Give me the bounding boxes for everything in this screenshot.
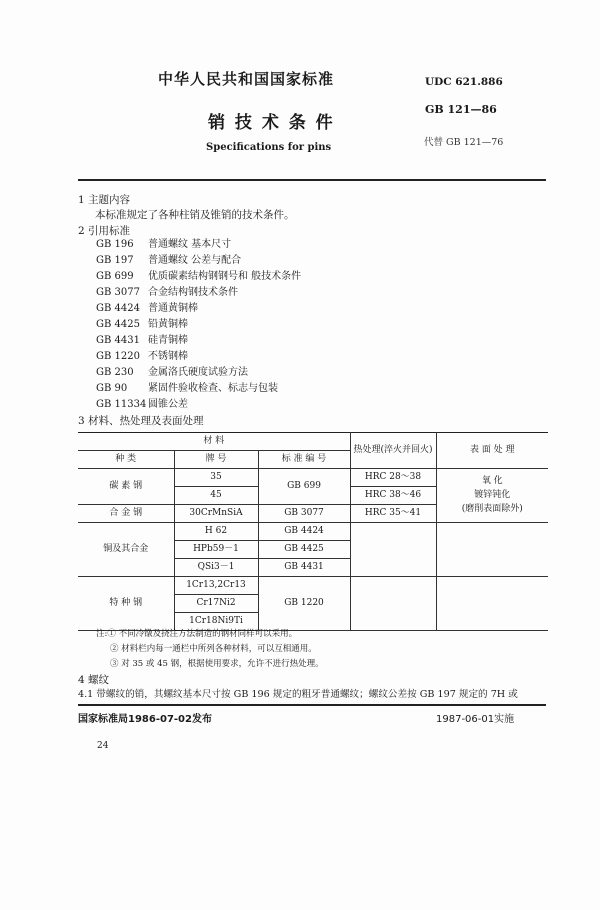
issued-date: 国家标准局1986-07-02发布 bbox=[78, 714, 212, 725]
copper-alloy-cell: 铜及其合金 bbox=[78, 523, 174, 577]
section-1-heading: 1 主题内容 bbox=[78, 194, 131, 206]
grade-cell: H 62 bbox=[174, 523, 258, 541]
surface-treatment-header: 表 面 处 理 bbox=[436, 433, 548, 469]
hardness-cell: HRC 28～38 bbox=[350, 469, 436, 487]
reference-item: GB 197 普通螺纹 公差与配合 bbox=[96, 255, 242, 266]
standard-cell: GB 3077 bbox=[258, 505, 350, 523]
surface-note: (磨削表面除外) bbox=[461, 504, 523, 514]
header-rule bbox=[78, 179, 546, 181]
standard-title: 中华人民共和国国家标准 bbox=[158, 70, 335, 88]
grade-cell: 30CrMnSiA bbox=[174, 505, 258, 523]
reference-item: GB 1220 不锈钢棒 bbox=[96, 351, 188, 362]
grade-cell: 35 bbox=[174, 469, 258, 487]
reference-item: GB 4431 硅青铜棒 bbox=[96, 335, 188, 346]
alloy-steel-cell: 合 金 钢 bbox=[78, 505, 174, 523]
reference-item: GB 4424 普通黄铜棒 bbox=[96, 303, 198, 314]
reference-item: GB 699 优质碳素结构钢钢号和 般技术条件 bbox=[96, 271, 302, 282]
material-header: 材 料 bbox=[78, 433, 350, 451]
hardness-cell-empty bbox=[350, 577, 436, 631]
hardness-cell: HRC 35～41 bbox=[350, 505, 436, 523]
carbon-steel-cell: 碳 素 钢 bbox=[78, 469, 174, 505]
grade-cell: 45 bbox=[174, 487, 258, 505]
reference-item: GB 3077 合金结构钢技术条件 bbox=[96, 287, 238, 298]
page-number: 24 bbox=[97, 741, 109, 751]
section-4-heading: 4 螺纹 bbox=[78, 674, 110, 686]
grade-cell: Cr17Ni2 bbox=[174, 595, 258, 613]
english-title: Specifications for pins bbox=[206, 142, 332, 153]
hardness-cell: HRC 38～46 bbox=[350, 487, 436, 505]
surface-cell-empty bbox=[436, 577, 548, 631]
grade-cell: 1Cr13,2Cr13 bbox=[174, 577, 258, 595]
reference-item: GB 230 金属洛氏硬度试验方法 bbox=[96, 367, 248, 378]
doc-title: 销 技 术 条 件 bbox=[208, 113, 335, 133]
reference-item: GB 4425 铅黄铜棒 bbox=[96, 319, 188, 330]
surface-cell-empty bbox=[436, 523, 548, 577]
special-steel-cell: 特 种 钢 bbox=[78, 577, 174, 631]
surface-treatment-cell bbox=[436, 469, 548, 523]
kind-header: 种 类 bbox=[78, 451, 174, 469]
section-2-heading: 2 引用标准 bbox=[78, 225, 131, 237]
standard-cell: GB 4431 bbox=[258, 559, 350, 577]
standard-cell: GB 4424 bbox=[258, 523, 350, 541]
footer-rule bbox=[78, 704, 546, 706]
section-4-text: 4.1 带螺纹的销，其螺纹基本尺寸按 GB 196 规定的粗牙普通螺纹；螺纹公差按 GB 197 规定的 7H 或 bbox=[78, 689, 518, 700]
hardness-cell-empty bbox=[350, 523, 436, 577]
reference-item: GB 11334 圆锥公差 bbox=[96, 399, 188, 410]
table-note-2: ② 材料栏内每一通栏中所列各种材料，可以互相通用。 bbox=[110, 644, 317, 654]
grade-cell: 1Cr18Ni9Ti bbox=[174, 613, 258, 631]
standard-cell: GB 699 bbox=[258, 469, 350, 505]
section-1-text: 本标准规定了各种柱销及锥销的技术条件。 bbox=[95, 209, 295, 221]
standard-cell: GB 4425 bbox=[258, 541, 350, 559]
standard-header: 标 准 编 号 bbox=[258, 451, 350, 469]
table-note-3: ③ 对 35 或 45 钢，根据使用要求，允许不进行热处理。 bbox=[110, 659, 324, 669]
udc-number: UDC 621.886 bbox=[425, 76, 503, 88]
section-3-heading: 3 材料、热处理及表面处理 bbox=[78, 415, 204, 427]
grade-cell: QSi3－1 bbox=[174, 559, 258, 577]
reference-list bbox=[96, 237, 301, 413]
reference-item: GB 196 普通螺纹 基本尺寸 bbox=[96, 239, 232, 250]
gb-number: GB 121—86 bbox=[425, 103, 497, 116]
table-note-1: 注:① 不同冷镦及挠注方法制造的钢材同样可以采用。 bbox=[96, 629, 298, 639]
materials-table bbox=[78, 432, 548, 631]
heat-treatment-header: 热处理(淬火并回火) bbox=[350, 433, 436, 469]
standard-cell: GB 1220 bbox=[258, 577, 350, 631]
reference-item: GB 90 紧固件验收检查、标志与包装 bbox=[96, 383, 278, 394]
replaces-note: 代替 GB 121—76 bbox=[424, 137, 504, 148]
effective-date: 1987-06-01实施 bbox=[436, 714, 515, 725]
grade-cell: HPb59－1 bbox=[174, 541, 258, 559]
surface-zinc: 镀锌钝化 bbox=[474, 490, 511, 500]
surface-oxidation: 氧 化 bbox=[481, 476, 503, 486]
grade-header: 牌 号 bbox=[174, 451, 258, 469]
